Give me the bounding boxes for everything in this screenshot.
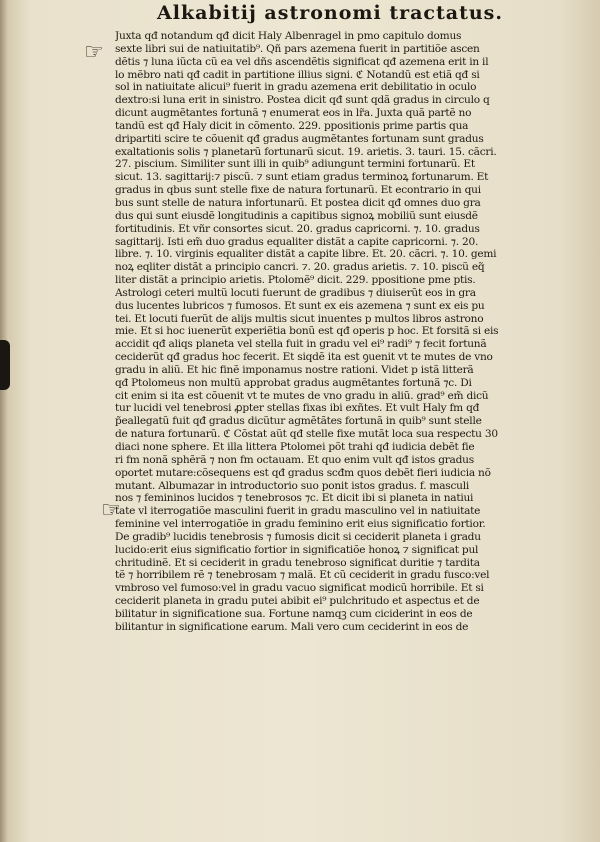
text-line: 27. piscium. Similiter sunt illi in quib⁹ adiungunt termini fortunarũ. Et bbox=[115, 158, 475, 171]
text-line: bus sunt stelle de natura infortunarũ. Et postea dicit qđ omnes duo gra bbox=[115, 196, 481, 209]
text-line: p̃eallegatũ fuit qđ gradus dicũtur agmẽtãtes fortunã in quib⁹ sunt stelle bbox=[115, 415, 482, 428]
text-line: gradus in qbus sunt stelle fixe de natura fortunarũ. Et econtrario in qui bbox=[115, 184, 481, 197]
text-line: sagittarij. Isti em̃ duo gradus equaliter distãt a capite capricorni. ⁊. 20. bbox=[115, 235, 479, 248]
pointing-hand-icon: ☞ bbox=[84, 40, 104, 65]
text-line: dripartiti scire te cõuenit qđ gradus augmẽtantes fortunam sunt gradus bbox=[115, 132, 484, 145]
text-line: Astrologi ceteri multũ locuti fuerunt de gradibus ⁊ diuiserũt eos in gra bbox=[115, 286, 476, 299]
text-line: sexte libri sui de natiuitatib⁹. Qñ pars azemena fuerit in partitiõe ascen bbox=[115, 42, 480, 55]
text-line: cit enim si ita est cõuenit vt te mutes de vno gradu in aliũ. grad⁹ em̃ dicũ bbox=[115, 389, 489, 402]
page-gutter-shadow bbox=[0, 0, 8, 842]
text-line: accidit qđ aliqs planeta vel stella fuit in gradu vel ei⁹ radi⁹ ⁊ fecit fortunã bbox=[115, 338, 487, 351]
text-line: qđ Ptolomeus non multũ approbat gradus augmẽtantes fortunã ⁊c. Di bbox=[115, 376, 472, 389]
text-line: liter distãt a principio arietis. Ptolomẽ⁹ dicit. 229. ppositione pme ptis. bbox=[115, 274, 476, 287]
text-line: lo mẽbro nati qđ cadit in partitione illius signi. ℭ Notandũ est etiã qđ si bbox=[115, 68, 480, 81]
text-line: dẽtis ⁊ luna iũcta cũ ea vel dñs ascendẽtis significat qđ azemena erit in il bbox=[115, 55, 489, 68]
text-line: Juxta qđ notandum qđ dicit Haly Albenragel in pmo capitulo domus bbox=[115, 30, 462, 42]
text-line: mutant. Albumazar in introductorio suo ponit istos gradus. f. masculi bbox=[115, 479, 470, 492]
running-header: Alkabitij astronomi tractatus. bbox=[157, 2, 503, 24]
text-line: sicut. 13. sagittarij:⁊ piscũ. ⁊ sunt etiam gradus terminoꝝ fortunarum. Et bbox=[115, 171, 489, 184]
page-clip bbox=[0, 340, 10, 390]
text-line: sol in natiuitate alicui⁹ fuerit in gradu azemena erit debilitatio in oculo bbox=[115, 81, 477, 94]
text-line: feminine vel interrogatiõe in gradu feminino erit eius significatio fortior. bbox=[115, 518, 486, 531]
text-line: gradu in aliũ. Et hic finẽ imponamus nostre rationi. Videt p istã litterã bbox=[115, 363, 474, 376]
text-line: noꝝ eqliter distãt a principio cancri. ⁊. 20. gradus arietis. ⁊. 10. piscũ eq̃ bbox=[115, 261, 485, 274]
text-line: oportet mutare:cõsequens est qđ gradus scđm quos debẽt fieri iudicia nõ bbox=[115, 466, 491, 479]
pointing-hand-icon: ☞ bbox=[101, 498, 121, 523]
text-line: dicunt augmẽtantes fortunã ⁊ enumerat eos in lr̃a. Juxta quã partẽ no bbox=[115, 107, 472, 120]
text-line: lucido:erit eius significatio fortior in significatiõe honoꝝ ⁊ significat pul bbox=[115, 543, 479, 556]
text-line: nos ⁊ femininos lucidos ⁊ tenebrosos ⁊c. Et dicit ibi si planeta in natiui bbox=[115, 492, 474, 505]
text-line: diaci none sphere. Et illa littera Ptolomei põt trahi qđ iudicia debẽt fie bbox=[115, 441, 475, 453]
text-line: mie. Et si hoc iuenerũt experiẽtia bonũ est qđ operis p hoc. Et forsitã si eis bbox=[115, 325, 499, 338]
text-line: tur lucidi vel tenebrosi ꝓpter stellas fixas ibi exñtes. Et vult Haly fm qđ bbox=[115, 402, 480, 415]
text-line: bilitatur in significatione sua. Fortune namqꝫ cum ciciderint in eos de bbox=[115, 607, 473, 620]
text-block bbox=[115, 30, 575, 634]
text-line: vmbroso vel fumoso:vel in gradu vacuo significat modicũ horribile. Et si bbox=[115, 582, 484, 595]
text-line: ri fm nonã sphẽrã ⁊ non fm octauam. Et quo enim vult qđ istos gradus bbox=[115, 453, 474, 466]
text-line: dus qui sunt eiusdẽ longitudinis a capitibus signoꝝ mobiliũ sunt eiusdẽ bbox=[115, 209, 478, 222]
text-line: bilitantur in significatione earum. Mali vero cum ceciderint in eos de bbox=[115, 620, 469, 633]
text-line: dus lucentes lubricos ⁊ fumosos. Et sunt ex eis azemena ⁊ sunt ex eis pu bbox=[115, 299, 485, 312]
text-line: dextro:si luna erit in sinistro. Postea dicit qđ sunt qdã gradus in circulo q bbox=[115, 94, 490, 107]
text-line: tẽ ⁊ horribilem rẽ ⁊ tenebrosam ⁊ malã. Et cũ ceciderit in gradu fusco:vel bbox=[115, 569, 490, 582]
text-line: tei. Et locuti fuerũt de alijs multis sicut inuentes p multos libros astrono bbox=[115, 312, 484, 325]
text-line: ceciderũt qđ gradus hoc fecerit. Et siqdẽ ita est ꝯuenit vt te mutes de vno bbox=[115, 351, 493, 364]
text-line: de natura fortunarũ. ℭ Cõstat aũt qđ stelle fixe mutãt loca sua respectu 30 bbox=[115, 428, 498, 441]
text-line: De gradib⁹ lucidis tenebrosis ⁊ fumosis dicit si ceciderit planeta i gradu bbox=[115, 530, 481, 543]
text-line: fortitudinis. Et vñr consortes sicut. 20. gradus capricorni. ⁊. 10. gradus bbox=[115, 222, 480, 235]
text-line: exaltationis solis ⁊ planetarũ fortunarũ sicut. 19. arietis. 3. tauri. 15. cãcri. bbox=[115, 145, 497, 158]
text-line: tandũ est qđ Haly dicit in cõmento. 229. ppositionis prime partis qua bbox=[115, 119, 469, 132]
text-line: ceciderit planeta in gradu putei abibit ei⁹ pulchritudo et aspectus et de bbox=[115, 595, 480, 608]
text-line: tate vl̃ iterrogatiõe masculini fuerit in gradu masculino vel in natiuitate bbox=[115, 505, 481, 518]
text-line: chritudinẽ. Et si ceciderit in gradu tenebroso significat duritie ⁊ tardita bbox=[115, 556, 480, 569]
text-line: libre. ⁊. 10. virginis equaliter distãt a capite libre. Et. 20. cãcri. ⁊. 10. gemi bbox=[115, 248, 497, 261]
